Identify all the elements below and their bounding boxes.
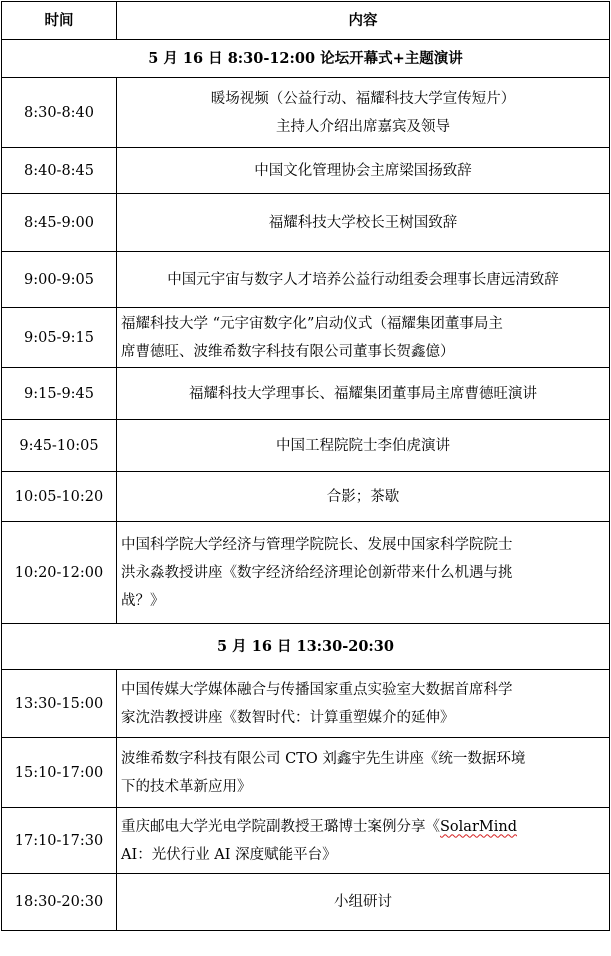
content-line: 主持人介绍出席嘉宾及领导	[276, 118, 450, 135]
content-cell	[117, 808, 610, 874]
section-title: 5 月 16 日 13:30-20:30	[2, 624, 610, 670]
content-line: 战？》	[121, 592, 165, 609]
content-cell	[117, 368, 610, 420]
time-cell: 10:05-10:20	[2, 472, 117, 522]
section-row	[2, 40, 610, 78]
table-row	[2, 874, 610, 931]
time-cell: 13:30-15:00	[2, 670, 117, 738]
content-cell	[117, 522, 610, 624]
content-line: 家沈浩教授讲座《数智时代：计算重塑媒介的延伸》	[121, 709, 455, 726]
time-cell: 9:05-9:15	[2, 308, 117, 368]
content-line: 中国元宇宙与数字人才培养公益行动组委会理事长唐远清致辞	[167, 271, 559, 288]
table-row	[2, 472, 610, 522]
content-line: 中国工程院院士李伯虎演讲	[276, 437, 450, 454]
content-line: 重庆邮电大学光电学院副教授王璐博士案例分享《SolarMind	[121, 818, 517, 835]
table-row	[2, 368, 610, 420]
time-cell: 8:40-8:45	[2, 148, 117, 194]
content-line: 中国传媒大学媒体融合与传播国家重点实验室大数据首席科学	[121, 681, 513, 698]
content-line: 中国科学院大学经济与管理学院院长、发展中国家科学院院士	[121, 536, 513, 553]
content-line: 福耀科技大学理事长、福耀集团董事局主席曹德旺演讲	[189, 385, 537, 402]
header-content: 内容	[117, 2, 610, 40]
spellcheck-underline: SolarMind	[440, 818, 517, 835]
time-cell: 18:30-20:30	[2, 874, 117, 931]
table-row	[2, 194, 610, 252]
table-row	[2, 522, 610, 624]
table-row	[2, 78, 610, 148]
content-line: 合影；茶歇	[326, 488, 400, 505]
content-cell	[117, 148, 610, 194]
section-title: 5 月 16 日 8:30-12:00 论坛开幕式+主题演讲	[2, 40, 610, 78]
table-row	[2, 308, 610, 368]
time-cell: 9:15-9:45	[2, 368, 117, 420]
content-line: 下的技术革新应用》	[121, 778, 252, 795]
content-line: 暖场视频（公益行动、福耀科技大学宣传短片）	[210, 90, 516, 107]
table-row	[2, 670, 610, 738]
time-cell: 17:10-17:30	[2, 808, 117, 874]
content-line: 波维希数字科技有限公司 CTO 刘鑫宇先生讲座《统一数据环境	[121, 750, 526, 767]
table-row	[2, 808, 610, 874]
section-row	[2, 624, 610, 670]
content-line: 席曹德旺、波维希数字科技有限公司董事长贺鑫億）	[121, 343, 455, 360]
table-row	[2, 148, 610, 194]
content-line: 中国文化管理协会主席梁国扬致辞	[254, 162, 472, 179]
content-cell	[117, 738, 610, 808]
time-cell: 10:20-12:00	[2, 522, 117, 624]
content-line: 洪永淼教授讲座《数字经济给经济理论创新带来什么机遇与挑	[121, 564, 513, 581]
content-cell	[117, 194, 610, 252]
content-line: 小组研讨	[334, 894, 392, 910]
content-cell	[117, 308, 610, 368]
content-cell	[117, 472, 610, 522]
content-cell	[117, 252, 610, 308]
header-row	[2, 2, 610, 40]
header-time: 时间	[2, 2, 117, 40]
time-cell: 9:45-10:05	[2, 420, 117, 472]
agenda-table	[1, 1, 610, 931]
content-line: 福耀科技大学校长王树国致辞	[268, 214, 458, 231]
time-cell: 15:10-17:00	[2, 738, 117, 808]
time-cell: 8:45-9:00	[2, 194, 117, 252]
time-cell: 9:00-9:05	[2, 252, 117, 308]
content-line: AI：光伏行业 AI 深度赋能平台》	[121, 846, 337, 863]
time-cell: 8:30-8:40	[2, 78, 117, 148]
table-row	[2, 738, 610, 808]
table-row	[2, 252, 610, 308]
table-row	[2, 420, 610, 472]
content-cell	[117, 420, 610, 472]
content-line: 福耀科技大学 “元宇宙数字化”启动仪式（福耀集团董事局主	[121, 315, 503, 332]
content-cell	[117, 670, 610, 738]
content-cell	[117, 78, 610, 148]
content-cell	[117, 874, 610, 931]
